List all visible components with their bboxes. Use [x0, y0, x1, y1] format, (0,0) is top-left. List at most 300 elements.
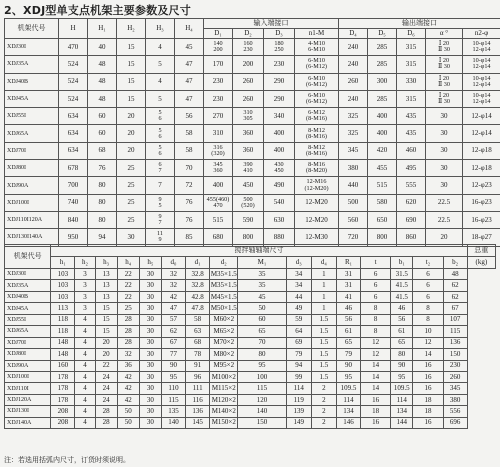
- table-cell: 650: [368, 211, 397, 228]
- table-cell: M95×2: [210, 360, 238, 371]
- table-row: [5, 291, 496, 302]
- table-cell: 1.5: [311, 326, 336, 337]
- table-cell: 45: [238, 291, 286, 302]
- table-cell: 25: [117, 211, 146, 228]
- table-cell: M70×2: [210, 337, 238, 348]
- table-cell: 12-M30: [295, 229, 339, 246]
- table-cell: 230: [204, 90, 233, 107]
- table-cell: M60×2: [210, 314, 238, 325]
- table-cell: 50: [117, 406, 139, 417]
- table-cell: 515: [204, 211, 233, 228]
- table-cell: 48: [443, 269, 467, 280]
- table-row: [5, 56, 500, 73]
- table-cell: 8: [413, 303, 443, 314]
- table-cell: 1.5: [311, 371, 336, 382]
- table-cell: 325: [339, 108, 368, 125]
- table-row: [5, 394, 496, 405]
- table-cell: 95: [336, 371, 360, 382]
- table2-header-row-1: [5, 245, 496, 257]
- table-cell: 630: [264, 211, 295, 228]
- table-cell: 62: [443, 280, 467, 291]
- table-cell: 61: [336, 326, 360, 337]
- table-cell: 30: [139, 383, 161, 394]
- table-cell: 290: [264, 73, 295, 90]
- shaft-dimensions-table: [4, 244, 496, 429]
- table-cell: 540: [264, 194, 295, 211]
- table-row: [5, 177, 500, 194]
- table-cell: 4: [75, 406, 95, 417]
- table-cell: 62: [161, 326, 185, 337]
- table-cell: 118: [51, 314, 75, 325]
- table-cell: 200: [233, 56, 264, 73]
- table-cell: 470: [59, 39, 88, 56]
- table-cell: 6: [413, 269, 443, 280]
- table-cell: 120: [238, 394, 286, 405]
- table-cell: 134: [336, 406, 360, 417]
- table-cell: 12-φ18: [463, 142, 500, 159]
- table-cell: 31: [336, 269, 360, 280]
- table-cell: 15: [117, 73, 146, 90]
- table1-header-col: D₁: [204, 29, 233, 39]
- table-cell: 16: [413, 417, 443, 428]
- table-cell: 634: [59, 108, 88, 125]
- table-cell: 2: [311, 406, 336, 417]
- table-cell: 24: [95, 394, 117, 405]
- model-code-cell: XDJ45A: [5, 90, 59, 107]
- table-cell: 178: [51, 394, 75, 405]
- table-cell: 111: [186, 383, 210, 394]
- table-cell: 30: [139, 417, 161, 428]
- table-cell: 460: [397, 142, 426, 159]
- table-cell: 8-M12 (8-M16): [295, 125, 339, 142]
- table-cell: 495: [397, 160, 426, 177]
- table-cell: 32: [161, 280, 185, 291]
- table-cell: 2: [311, 383, 336, 394]
- table2-header-col: b₁: [391, 257, 413, 269]
- table-cell: 6: [361, 269, 391, 280]
- table-cell: 12: [361, 349, 391, 360]
- table-row: [5, 160, 500, 177]
- table-cell: 80: [88, 177, 117, 194]
- table-cell: 6-M12 (8-M16): [295, 108, 339, 125]
- table-cell: 345 360: [204, 160, 233, 177]
- table-cell: 22: [95, 360, 117, 371]
- table-cell: 5: [146, 90, 175, 107]
- table-cell: 115: [161, 394, 185, 405]
- table-row: [5, 383, 496, 394]
- table-cell: 290: [264, 90, 295, 107]
- model-code-cell: XDJ100I: [5, 371, 51, 382]
- table-cell: 5: [146, 56, 175, 73]
- table-cell: 80: [88, 194, 117, 211]
- table-cell: 118: [51, 326, 75, 337]
- table-cell: 13: [95, 291, 117, 302]
- table-cell: 634: [59, 125, 88, 142]
- model-code-cell: XDJ65A: [5, 125, 59, 142]
- table-cell: 60: [88, 125, 117, 142]
- model-code-cell: XDJ110I: [5, 383, 51, 394]
- table-cell: 56: [391, 314, 413, 325]
- table-cell: 47: [175, 90, 204, 107]
- table-cell: M35×1.5: [210, 269, 238, 280]
- table-cell: 400: [368, 125, 397, 142]
- table-cell: 22.5: [426, 211, 463, 228]
- table-row: [5, 314, 496, 325]
- table-cell: M115×2: [210, 383, 238, 394]
- table-cell: 6: [361, 291, 391, 302]
- table-cell: 30: [139, 371, 161, 382]
- table-cell: 150: [443, 349, 467, 360]
- model-code-cell: XDJ100I: [5, 194, 59, 211]
- table-cell: 15: [117, 56, 146, 73]
- table-cell: 134: [391, 406, 413, 417]
- table-row: [5, 280, 496, 291]
- model-code-cell: XDJ70I: [5, 142, 59, 159]
- table-cell: 63: [186, 326, 210, 337]
- table-cell: 230: [264, 56, 295, 73]
- table-cell: 44: [286, 291, 311, 302]
- table-cell: 260: [233, 73, 264, 90]
- table-cell: 4: [75, 394, 95, 405]
- table-cell: 1: [311, 291, 336, 302]
- table-cell: 6: [361, 280, 391, 291]
- table1-body: [5, 39, 500, 247]
- table-cell: 315: [397, 39, 426, 56]
- table-cell: 47: [161, 303, 185, 314]
- table2-header-col: b₂: [443, 257, 467, 269]
- table-cell: 435: [397, 125, 426, 142]
- table-cell: 50: [117, 417, 139, 428]
- table1-header-col: H₂: [117, 19, 146, 39]
- table-cell: 114: [391, 394, 413, 405]
- table-cell: 150: [238, 417, 286, 428]
- model-code-cell: XDJ130I: [5, 406, 51, 417]
- table-cell: 45: [175, 39, 204, 56]
- table-cell: 62: [443, 291, 467, 302]
- table-cell: 18: [361, 406, 391, 417]
- table-cell: 4: [75, 371, 95, 382]
- table-cell: 696: [443, 417, 467, 428]
- table2-header-col: R₁: [336, 257, 360, 269]
- table-cell: 316 (320): [204, 142, 233, 159]
- footnote: 注：若选用括弧内尺寸，订货时须说明。: [4, 456, 130, 464]
- table2-header-col: t₂: [413, 257, 443, 269]
- table-cell: 5 6: [146, 125, 175, 142]
- table-cell: 12-φ18: [463, 160, 500, 177]
- table-cell: 4: [75, 314, 95, 325]
- model-code-cell: XDJ30I: [5, 39, 59, 56]
- table-cell: 178: [51, 371, 75, 382]
- table-cell: 56: [336, 314, 360, 325]
- table-row: [5, 142, 500, 159]
- table-cell: 390 410: [233, 160, 264, 177]
- table-cell: 3: [75, 280, 95, 291]
- table-cell: 880: [264, 229, 295, 246]
- table-cell: 42: [117, 394, 139, 405]
- table-cell: 114: [286, 383, 311, 394]
- table-cell: 25: [117, 303, 139, 314]
- table2-header-col: d₁: [186, 257, 210, 269]
- table-cell: 31: [336, 280, 360, 291]
- table-cell: 25: [117, 194, 146, 211]
- table-cell: 30: [426, 160, 463, 177]
- table-cell: 18: [413, 406, 443, 417]
- table-cell: 60: [88, 108, 117, 125]
- model-code-cell: XDJ45A: [5, 303, 51, 314]
- table-cell: 285: [368, 39, 397, 56]
- table-cell: 1: [311, 280, 336, 291]
- table-row: [5, 326, 496, 337]
- table-cell: 34: [286, 269, 311, 280]
- table-cell: 94: [286, 360, 311, 371]
- table-cell: 230: [443, 360, 467, 371]
- table-cell: 30: [139, 314, 161, 325]
- table-cell: 1.5: [311, 337, 336, 348]
- table-cell: 515: [368, 177, 397, 194]
- table-cell: 146: [336, 417, 360, 428]
- table-cell: 800: [368, 229, 397, 246]
- table-cell: 3: [75, 269, 95, 280]
- table2-header-col: h₃: [95, 257, 117, 269]
- table-cell: 315: [397, 90, 426, 107]
- table2-header-col: M₁: [238, 257, 286, 269]
- table-cell: 25: [117, 177, 146, 194]
- table-cell: 240: [339, 90, 368, 107]
- table-cell: 48: [88, 56, 117, 73]
- table1-header-col: H₃: [146, 19, 175, 39]
- table-cell: 46: [391, 303, 413, 314]
- table-cell: 22: [117, 280, 139, 291]
- table-cell: 49: [286, 303, 311, 314]
- table-cell: 8: [361, 326, 391, 337]
- frame-parameters-table: [4, 18, 500, 247]
- table-cell: 22.5: [426, 194, 463, 211]
- table-cell: 24: [95, 371, 117, 382]
- table-cell: 140 200: [204, 39, 233, 56]
- table-cell: 144: [391, 417, 413, 428]
- table-cell: 80: [238, 349, 286, 360]
- table-cell: 800: [233, 229, 264, 246]
- table-cell: M140×2: [210, 406, 238, 417]
- table-cell: 22: [117, 269, 139, 280]
- table-cell: 10-φ14 12-φ14: [463, 73, 500, 90]
- table-cell: 680: [204, 229, 233, 246]
- table2-header-col: d₂: [210, 257, 238, 269]
- table1-header-col: D₄: [339, 29, 368, 39]
- table-cell: 440: [339, 177, 368, 194]
- table-cell: 1: [311, 269, 336, 280]
- table-cell: 430 450: [264, 160, 295, 177]
- table-cell: 380: [339, 160, 368, 177]
- table-cell: 360: [233, 142, 264, 159]
- table1-header-output-group: 输出端接口: [339, 19, 500, 29]
- table-cell: 160 230: [233, 39, 264, 56]
- table-cell: 300: [368, 73, 397, 90]
- table-cell: 65: [391, 337, 413, 348]
- table-cell: 230: [204, 73, 233, 90]
- table-cell: 8: [413, 314, 443, 325]
- table-row: [5, 360, 496, 371]
- table-cell: 42: [161, 291, 185, 302]
- table1-header-col: α °: [426, 29, 463, 39]
- table-cell: 103: [51, 269, 75, 280]
- table-cell: 30: [139, 349, 161, 360]
- table-cell: 950: [59, 229, 88, 246]
- table-cell: 3: [75, 303, 95, 314]
- table1-header-col: D₂: [233, 29, 264, 39]
- table-cell: 420: [368, 142, 397, 159]
- table-cell: 77: [161, 349, 185, 360]
- table-cell: 9 7: [146, 211, 175, 228]
- table-cell: Ⅰ 20 Ⅱ 30: [426, 73, 463, 90]
- table-cell: 10-φ14 12-φ14: [463, 56, 500, 73]
- table2-header-col: h₄: [117, 257, 139, 269]
- table-cell: 345: [339, 142, 368, 159]
- table-cell: 8-M16 (8-M20): [295, 160, 339, 177]
- table-cell: 620: [397, 194, 426, 211]
- table-cell: 180 250: [264, 39, 295, 56]
- table-cell: 20: [117, 108, 146, 125]
- table-cell: M150×2: [210, 417, 238, 428]
- table-cell: 41.5: [391, 291, 413, 302]
- table-cell: 80: [391, 349, 413, 360]
- table-row: [5, 125, 500, 142]
- table-cell: 135: [161, 406, 185, 417]
- table-cell: 340: [264, 108, 295, 125]
- table-cell: 47: [175, 56, 204, 73]
- table-cell: 556: [443, 406, 467, 417]
- table-cell: 113: [51, 303, 75, 314]
- table-cell: 91: [186, 360, 210, 371]
- table-cell: 9 5: [146, 194, 175, 211]
- table-cell: 5 6: [146, 142, 175, 159]
- table-cell: 240: [339, 39, 368, 56]
- table-cell: 560: [339, 211, 368, 228]
- table-cell: 4: [75, 417, 95, 428]
- table-cell: 32.8: [186, 269, 210, 280]
- table-cell: 5 6: [146, 108, 175, 125]
- table-cell: Ⅰ 20 Ⅱ 30: [426, 56, 463, 73]
- table-cell: 35: [238, 280, 286, 291]
- table-cell: Ⅰ 20 Ⅱ 30: [426, 39, 463, 56]
- table-cell: 2: [311, 417, 336, 428]
- table-cell: 740: [59, 194, 88, 211]
- table1-header-col: D₆: [397, 29, 426, 39]
- table2-body: [5, 269, 496, 429]
- table-cell: 634: [59, 142, 88, 159]
- table-cell: 13: [95, 280, 117, 291]
- table-cell: 400: [264, 142, 295, 159]
- table-cell: 380: [443, 394, 467, 405]
- table-cell: M65×2: [210, 326, 238, 337]
- table-cell: 42: [117, 371, 139, 382]
- table1-header-col: H: [59, 19, 88, 39]
- table-cell: 500: [339, 194, 368, 211]
- table-cell: 79: [286, 349, 311, 360]
- table2-header-col: d₃: [286, 257, 311, 269]
- table-cell: 720: [339, 229, 368, 246]
- table-cell: 119: [286, 394, 311, 405]
- table-row: [5, 39, 500, 56]
- table-cell: 109.5: [336, 383, 360, 394]
- table-cell: 12: [413, 337, 443, 348]
- table-cell: 4: [75, 326, 95, 337]
- table-cell: 110: [161, 383, 185, 394]
- table-cell: 270: [204, 108, 233, 125]
- table-cell: 30: [139, 269, 161, 280]
- table-cell: 400: [264, 125, 295, 142]
- table-cell: 12-M20: [295, 211, 339, 228]
- table-cell: 76: [175, 194, 204, 211]
- table-cell: 30: [139, 406, 161, 417]
- table-cell: 1.5: [311, 349, 336, 360]
- table-cell: 4: [75, 360, 95, 371]
- table-cell: 76: [88, 160, 117, 177]
- table-cell: 100: [238, 371, 286, 382]
- page-title: 2、XDJ型单支点机架主要参数及尺寸: [4, 4, 191, 17]
- table-cell: 76: [175, 211, 204, 228]
- table2-header-shaft-group: 搅拌轴轴端尺寸: [51, 245, 467, 257]
- table-row: [5, 194, 500, 211]
- table-cell: 50: [238, 303, 286, 314]
- table-cell: 16: [413, 383, 443, 394]
- table-cell: 72: [175, 177, 204, 194]
- table-cell: 8: [361, 314, 391, 325]
- table-cell: 85: [175, 229, 204, 246]
- model-code-cell: XDJ110I120A: [5, 211, 59, 228]
- table-cell: 285: [368, 90, 397, 107]
- table-cell: 260: [339, 73, 368, 90]
- table-cell: 47.8: [186, 303, 210, 314]
- model-code-cell: XDJ35A: [5, 280, 51, 291]
- table-cell: 79: [336, 349, 360, 360]
- table-cell: 15: [95, 314, 117, 325]
- table-cell: 18-φ27: [463, 229, 500, 246]
- table-cell: 30: [139, 303, 161, 314]
- table1-header-row-1: [5, 19, 500, 29]
- table-cell: 590: [233, 211, 264, 228]
- table1-header-col: D₅: [368, 29, 397, 39]
- table-cell: 7: [146, 177, 175, 194]
- table-cell: 4: [75, 383, 95, 394]
- table-cell: 15: [117, 90, 146, 107]
- table2-header-col: d₄: [311, 257, 336, 269]
- table-cell: 136: [186, 406, 210, 417]
- table-cell: 58: [175, 142, 204, 159]
- table-cell: 67: [443, 303, 467, 314]
- table-row: [5, 269, 496, 280]
- table-cell: 65: [336, 337, 360, 348]
- table-cell: 15: [117, 39, 146, 56]
- table1-header-col: n1-M: [295, 29, 339, 39]
- table-cell: 48: [88, 90, 117, 107]
- table-cell: Ⅰ 20 Ⅱ 30: [426, 90, 463, 107]
- table-cell: 136: [443, 337, 467, 348]
- table-cell: 103: [51, 280, 75, 291]
- table-row: [5, 211, 500, 228]
- model-code-cell: XDJ70I: [5, 337, 51, 348]
- table-cell: 28: [117, 314, 139, 325]
- model-code-cell: XDJ90A: [5, 360, 51, 371]
- table-cell: 30: [139, 337, 161, 348]
- table-cell: 95: [391, 371, 413, 382]
- table-cell: 10-φ14 12-φ14: [463, 90, 500, 107]
- table-cell: 58: [186, 314, 210, 325]
- table-cell: 240: [339, 56, 368, 73]
- model-code-cell: XDJ35A: [5, 56, 59, 73]
- table-cell: 400: [368, 108, 397, 125]
- table-cell: 30: [117, 229, 146, 246]
